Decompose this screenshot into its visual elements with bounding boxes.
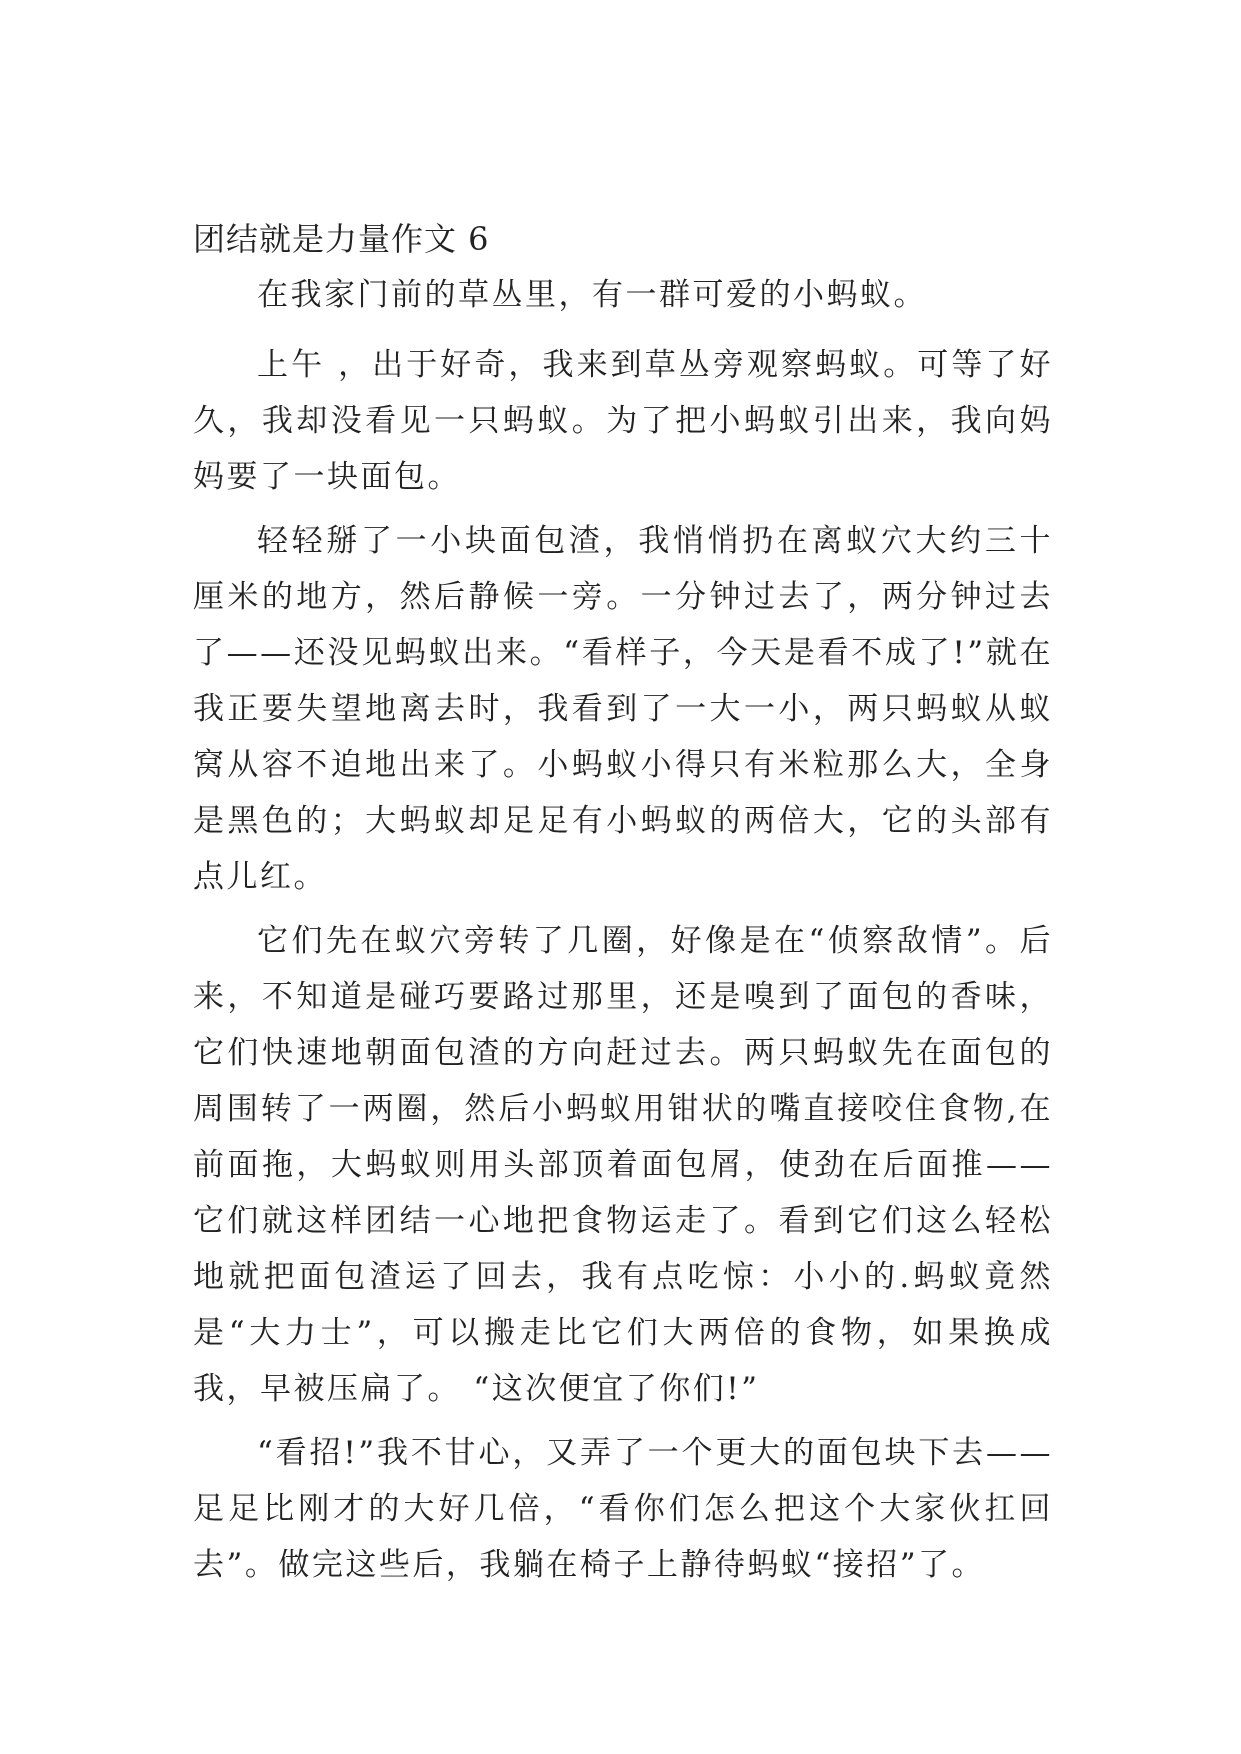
paragraph-3: 轻轻掰了一小块面包渣，我悄悄扔在离蚁穴大约三十厘米的地方，然后静候一旁。一分钟过去了，两分钟过去了——还没见蚂蚁出来。“看样子，今天是看不成了!”就在我正要失望地离去时，我看到了一大一小，两只蚂蚁从蚁窝从容不迫地出来了。小蚂蚁小得只有米粒那么大，全身是黑色的；大蚂蚁却足足有小蚂蚁的两倍大，它的头部有点儿红。 bbox=[193, 523, 1053, 895]
document-title: 团结就是力量作文 6 bbox=[193, 220, 490, 258]
paragraph-4: 它们先在蚁穴旁转了几圈，好像是在“侦察敌情”。后来，不知道是碰巧要路过那里，还是嗅到了面包的香味，它们快速地朝面包渣的方向赶过去。两只蚂蚁先在面包的周围转了一两圈，然后小蚂蚁用钳状的嘴直接咬住食物,在前面拖，大蚂蚁则用头部顶着面包屑，使劲在后面推——它们就这样团结一心地把食物运走了。看到它们这么轻松地就把面包渣运了回去，我有点吃惊：小小的.蚂蚁竟然是“大力士”，可以搬走比它们大两倍的食物，如果换成我，早被压扁了。 “这次便宜了你们!” bbox=[193, 923, 1053, 1407]
paragraph-2: 上午 ，出于好奇，我来到草丛旁观察蚂蚁。可等了好久，我却没看见一只蚂蚁。为了把小蚂蚁引出来，我向妈妈要了一块面包。 bbox=[193, 347, 1053, 495]
document-body bbox=[193, 214, 1053, 1601]
paragraph-1: 在我家门前的草丛里，有一群可爱的小蚂蚁。 bbox=[257, 277, 927, 313]
paragraph-5: “看招!”我不甘心，又弄了一个更大的面包块下去——足足比刚才的大好几倍，“看你们怎么把这个大家伙扛回去”。做完这些后，我躺在椅子上静待蚂蚁“接招”了。 bbox=[193, 1435, 1053, 1583]
